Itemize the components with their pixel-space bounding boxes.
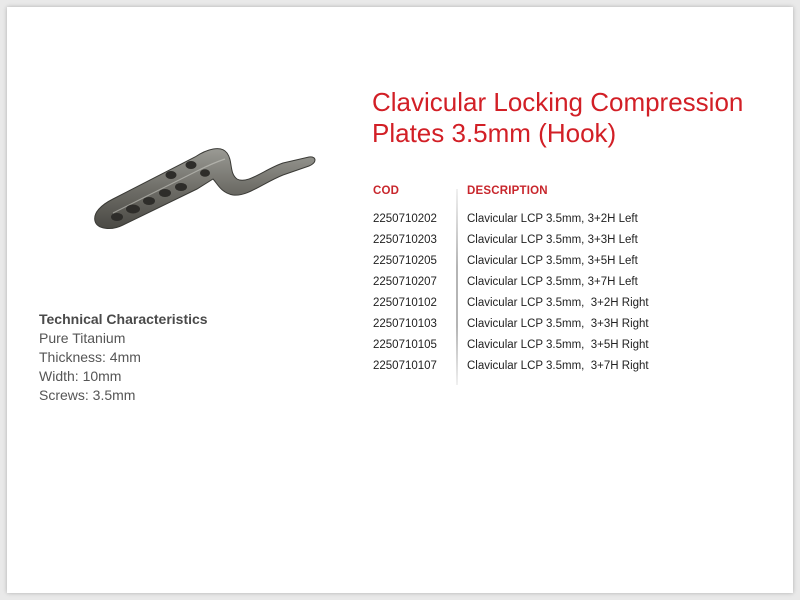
product-description: Clavicular LCP 3.5mm, 3+7H Right: [467, 360, 649, 372]
technical-spec: Width: 10mm: [39, 368, 122, 384]
technical-characteristics: [39, 311, 208, 405]
product-description: Clavicular LCP 3.5mm, 3+2H Right: [467, 297, 649, 309]
product-code: 2250710207: [373, 276, 437, 288]
product-code: 2250710107: [373, 360, 437, 372]
product-description: Clavicular LCP 3.5mm, 3+3H Right: [467, 318, 649, 330]
product-title: [372, 87, 782, 149]
product-code: 2250710202: [373, 213, 437, 225]
product-description: Clavicular LCP 3.5mm, 3+2H Left: [467, 213, 638, 225]
catalog-page: [7, 7, 793, 593]
code-column-header: COD: [373, 185, 400, 197]
description-column-header: DESCRIPTION: [467, 185, 548, 197]
product-title-line: Plates 3.5mm (Hook): [372, 118, 617, 148]
product-description: Clavicular LCP 3.5mm, 3+5H Right: [467, 339, 649, 351]
technical-heading: Technical Characteristics: [39, 311, 208, 327]
technical-spec: Pure Titanium: [39, 330, 126, 346]
clavicle-hook-plate-image: [87, 139, 323, 239]
product-code: 2250710103: [373, 318, 437, 330]
product-description: Clavicular LCP 3.5mm, 3+5H Left: [467, 255, 638, 267]
technical-spec: Screws: 3.5mm: [39, 387, 136, 403]
product-description: Clavicular LCP 3.5mm, 3+7H Left: [467, 276, 638, 288]
technical-spec: Thickness: 4mm: [39, 349, 141, 365]
product-code: 2250710102: [373, 297, 437, 309]
product-code: 2250710203: [373, 234, 437, 246]
product-code: 2250710105: [373, 339, 437, 351]
product-description: Clavicular LCP 3.5mm, 3+3H Left: [467, 234, 638, 246]
product-code: 2250710205: [373, 255, 437, 267]
product-title-line: Clavicular Locking Compression: [372, 87, 744, 117]
